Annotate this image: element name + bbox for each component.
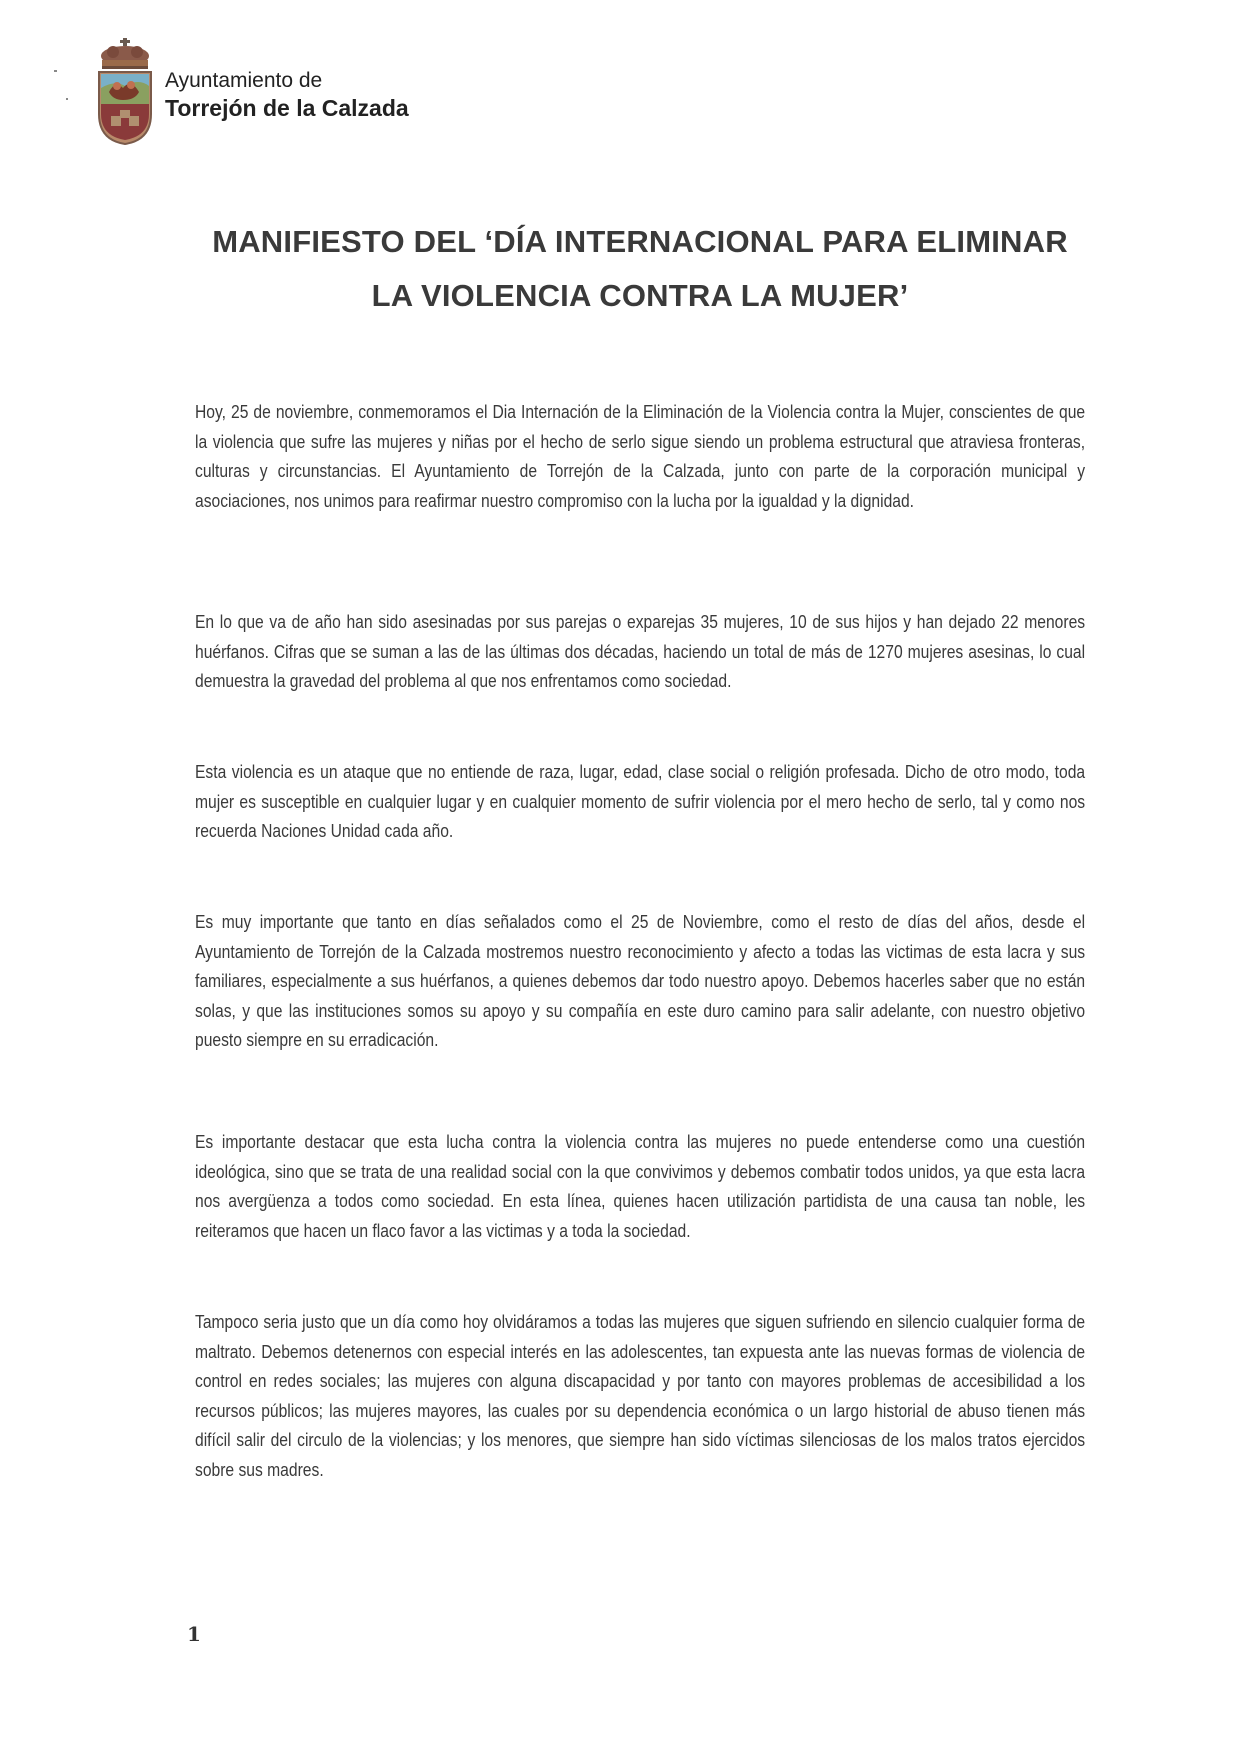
org-name-line1: Ayuntamiento de (165, 68, 323, 92)
paragraph: Es muy importante que tanto en días señalados como el 25 de Noviembre, como el resto de días del años, desde el Ayuntamiento de Torrejón de la Calzada mostremos nuestro reconocimiento y afecto a todas las victimas de esta lacra y sus familiares, especialmente a sus huérfanos, a quienes debemos dar todo nuestro apoyo. Debemos hacerles saber que no están solas, y que las instituciones somos su apoyo y su compañía en este duro camino para salir adelante, con nuestro objetivo puesto siempre en su erradicación. (195, 912, 1086, 1050)
letterhead (95, 36, 409, 146)
coat-of-arms-icon (95, 36, 155, 146)
paragraph: Hoy, 25 de noviembre, conmemoramos el Dia Internación de la Eliminación de la Violencia contra la Mujer, conscientes de que la violencia que sufre las mujeres y niñas por el hecho de serlo sigue siendo un problema estructural que atraviesa fronteras, culturas y circunstancias. El Ayuntamiento de Torrejón de la Calzada, junto con parte de la corporación municipal y asociaciones, nos unimos para reafirmar nuestro compromiso con la lucha por la igualdad y la dignidad. (195, 402, 1086, 511)
scan-speck (66, 98, 68, 100)
page-number: 1 (187, 1622, 201, 1646)
scan-speck (54, 70, 57, 72)
paragraph: Esta violencia es un ataque que no entiende de raza, lugar, edad, clase social o religión profesada. Dicho de otro modo, toda mujer es susceptible en cualquier lugar y en cualquier momento de sufrir violencia por el mero hecho de serlo, tal y como nos recuerda Naciones Unidad cada año. (195, 762, 1086, 841)
org-name-line2: Torrejón de la Calzada (165, 94, 409, 121)
title-line-1: MANIFIESTO DEL ‘DÍA INTERNACIONAL PARA ELIMINAR (212, 224, 1068, 259)
paragraph: En lo que va de año han sido asesinadas por sus parejas o exparejas 35 mujeres, 10 de sus hijos y han dejado 22 menores huérfanos. Cifras que se suman a las de las últimas dos décadas, haciendo un total de más de 1270 mujeres asesinas, lo cual demuestra la gravedad del problema al que nos enfrentamos como sociedad. (195, 612, 1086, 691)
document-title (180, 215, 1100, 323)
paragraph: Es importante destacar que esta lucha contra la violencia contra las mujeres no puede entenderse como una cuestión ideológica, sino que se trata de una realidad social con la que convivimos y debemos combatir todos unidos, ya que esta lacra nos avergüenza a todos como sociedad. En esta línea, quienes hacen utilización partidista de una causa tan noble, les reiteramos que hacen un flaco favor a las victimas y a toda la sociedad. (195, 1132, 1086, 1241)
title-line-2: LA VIOLENCIA CONTRA LA MUJER’ (371, 278, 909, 313)
paragraph: Tampoco seria justo que un día como hoy olvidáramos a todas las mujeres que siguen sufriendo en silencio cualquier forma de maltrato. Debemos detenernos con especial interés en las adolescentes, tan expuesta ante las nuevas formas de violencia de control en redes sociales; las mujeres con alguna discapacidad y por tanto con mayores problemas de accesibilidad a los recursos públicos; las mujeres mayores, las cuales por su dependencia económica o un largo historial de abuso tienen más difícil salir del circulo de la violencias; y los menores, que siempre han sido víctimas silenciosas de los malos tratos ejercidos sobre sus madres. (195, 1312, 1086, 1480)
